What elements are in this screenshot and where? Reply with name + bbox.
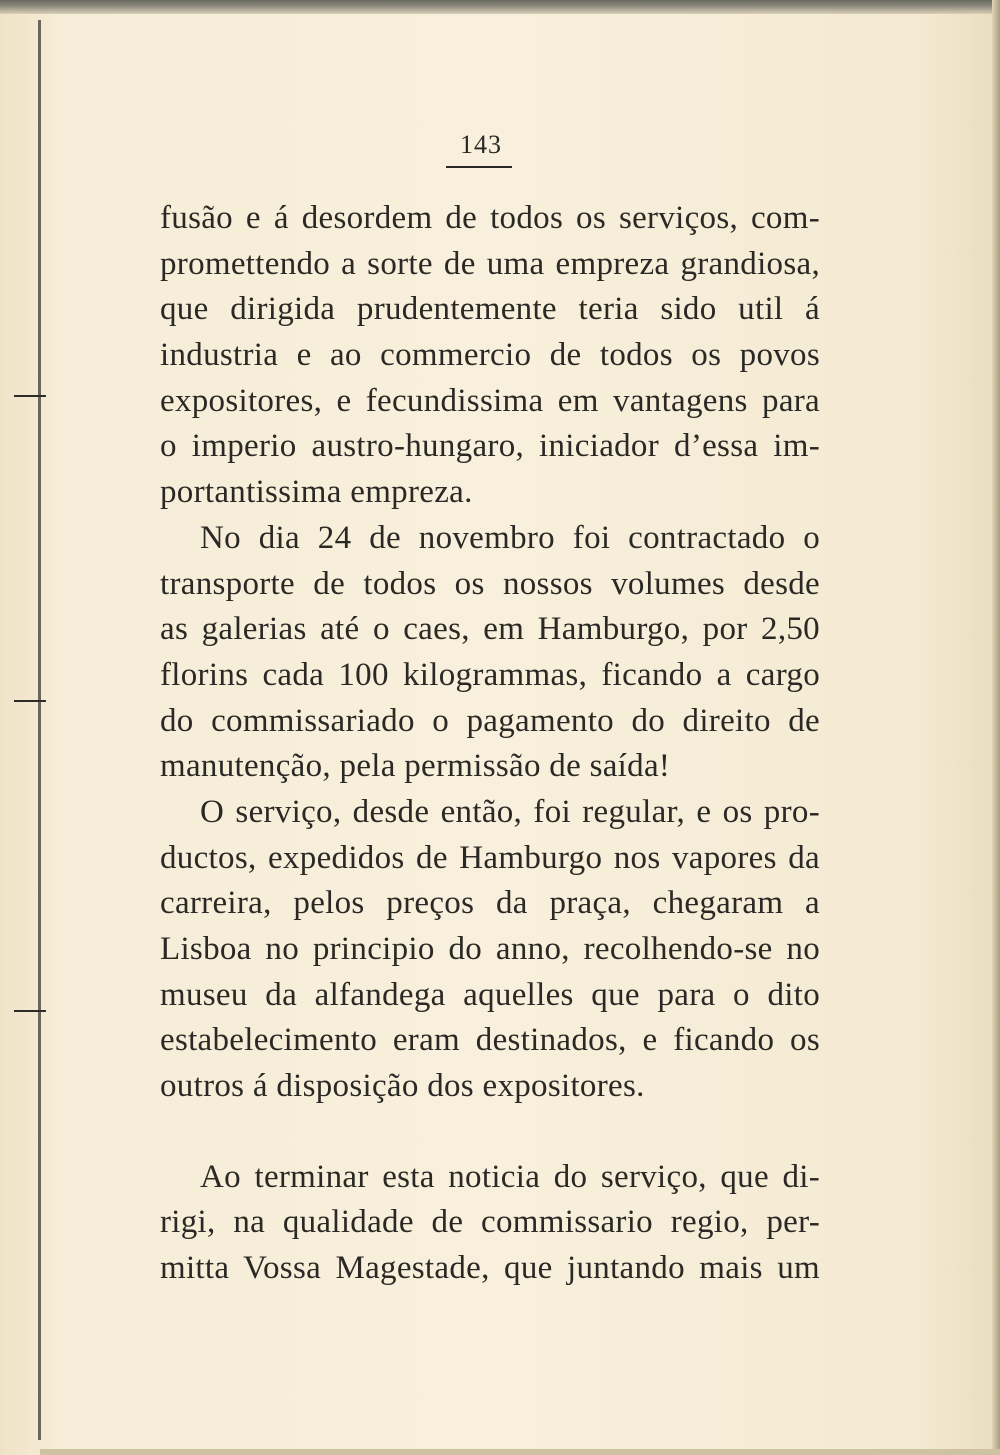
text-line: outros á disposição dos expositores.: [160, 1068, 645, 1105]
page-top-edge: [0, 0, 1000, 14]
body-text: [160, 196, 820, 1292]
text-line: o imperio austro-hungaro, iniciador d’essa im-: [160, 428, 820, 465]
text-line: Ao terminar esta noticia do serviço, que di-: [200, 1158, 820, 1195]
text-line: do commissariado o pagamento do direito de: [160, 702, 820, 739]
text-line: O serviço, desde então, foi regular, e os pro-: [200, 793, 820, 830]
text-line: expositores, e fecundissima em vantagens para: [160, 382, 820, 419]
binding-thread-mark: [14, 700, 46, 702]
text-line: fusão e á desordem de todos os serviços, com-: [160, 200, 820, 236]
text-line: transporte de todos os nossos volumes desde: [160, 565, 820, 602]
paragraph-gap: [160, 1110, 820, 1155]
text-line: museu da alfandega aquelles que para o dito: [160, 976, 820, 1013]
binding-line: [38, 20, 41, 1440]
text-line: florins cada 100 kilogrammas, ficando a cargo: [160, 656, 820, 693]
page-number: 143: [460, 130, 502, 159]
text-line: estabelecimento eram destinados, e ficando os: [160, 1022, 820, 1059]
binding-thread-mark: [14, 395, 46, 397]
binding-thread-mark: [14, 1010, 46, 1012]
text-line: carreira, pelos preços da praça, chegaram a: [160, 885, 820, 922]
text-line: manutenção, pela permissão de saída!: [160, 748, 671, 785]
text-line: No dia 24 de novembro foi contractado o: [200, 519, 820, 556]
text-line: portantissima empreza.: [160, 474, 473, 511]
page-number-rule: [446, 166, 512, 168]
page-right-edge: [992, 0, 1000, 1455]
text-line: industria e ao commercio de todos os povos: [160, 337, 820, 374]
text-line: mitta Vossa Magestade, que juntando mais um: [160, 1250, 820, 1287]
text-line: promettendo a sorte de uma empreza grandiosa,: [160, 245, 820, 282]
text-line: rigi, na qualidade de commissario regio, per-: [160, 1204, 820, 1241]
text-line: Lisboa no principio do anno, recolhendo-se no: [160, 931, 820, 967]
text-line: ductos, expedidos de Hamburgo nos vapores da: [160, 839, 820, 876]
text-line: que dirigida prudentemente teria sido util á: [160, 291, 820, 328]
text-line: as galerias até o caes, em Hamburgo, por 2,50: [160, 611, 820, 648]
page-bottom-edge: [40, 1449, 1000, 1455]
